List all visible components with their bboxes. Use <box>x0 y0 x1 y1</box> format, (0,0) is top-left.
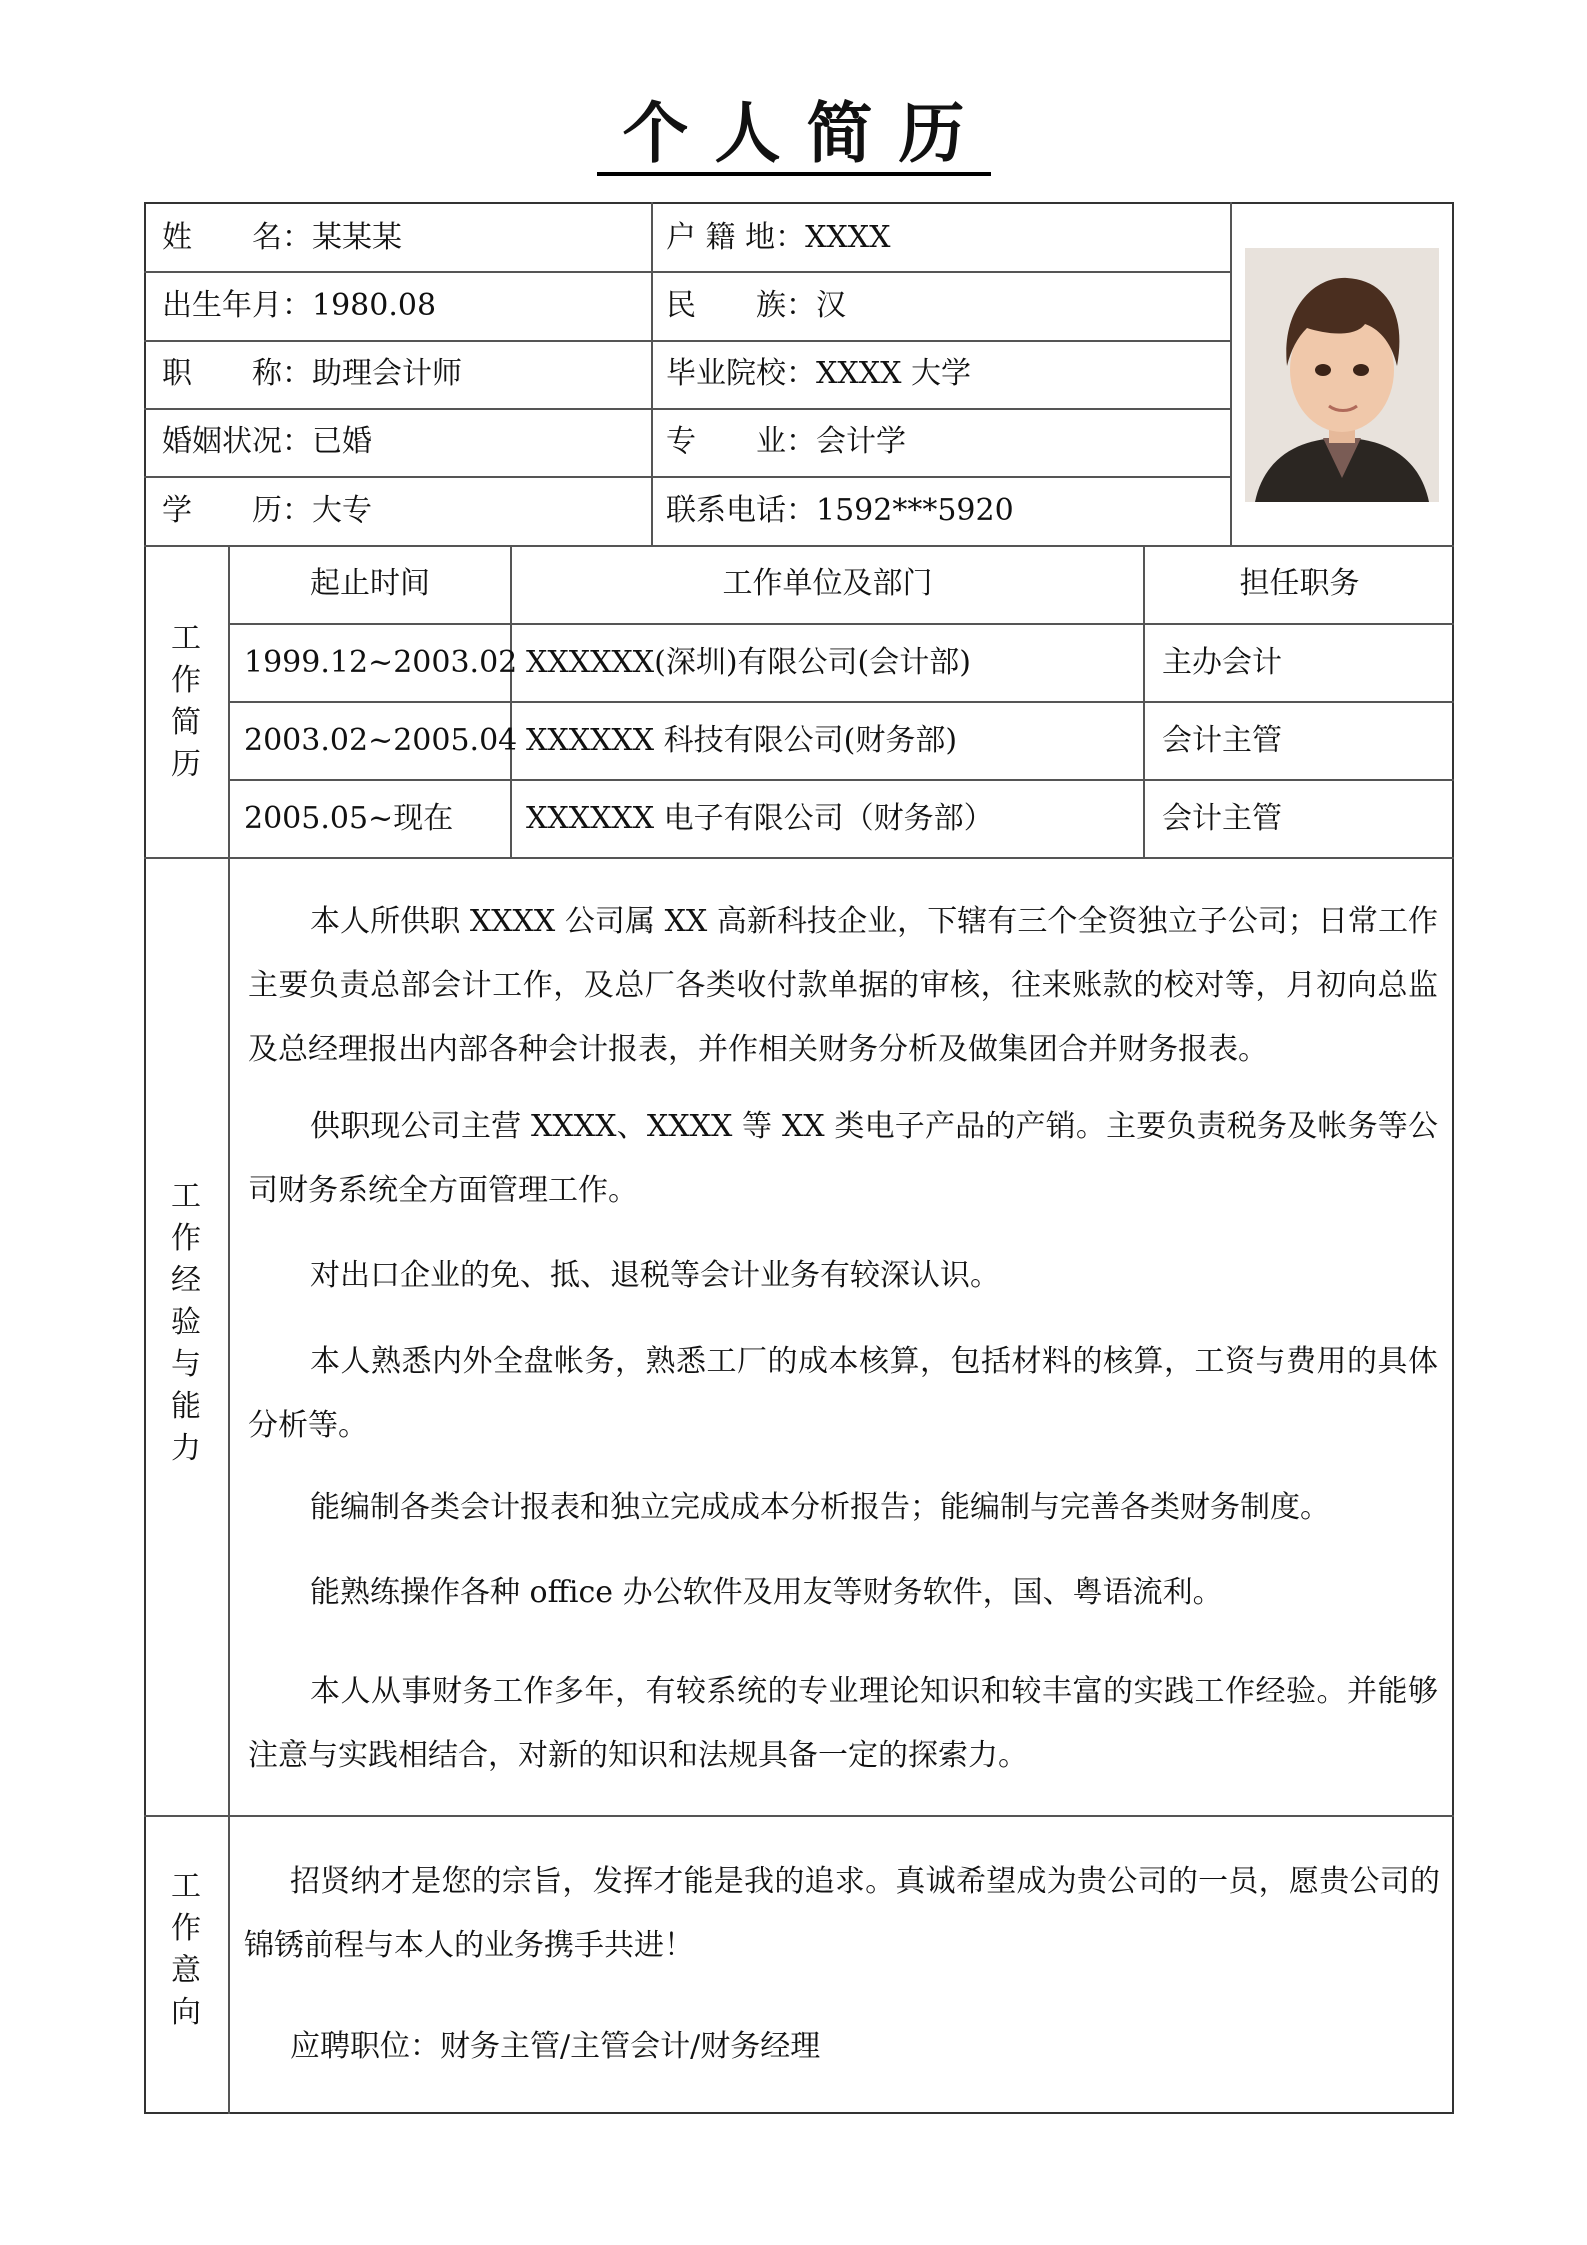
desired-position: 应聘职位：财务主管/主管会计/财务经理 <box>290 2029 821 2064</box>
experience-label: 工 作 经 验 与 能 力 <box>171 1179 201 1466</box>
header-position: 担任职务 <box>1239 566 1360 601</box>
info-name: 姓 名：某某某 <box>162 220 402 255</box>
intention-label: 工 作 意 向 <box>171 1869 201 2030</box>
table-row: 1999.12~2003.02 <box>244 645 518 680</box>
info-hometown: 户 籍 地：XXXX <box>666 220 891 255</box>
table-row-company: XXXXXX(深圳)有限公司(会计部) <box>526 645 971 680</box>
info-phone: 联系电话：1592***5920 <box>666 493 1014 528</box>
info-school: 毕业院校：XXXX 大学 <box>666 356 971 391</box>
info-major: 专 业：会计学 <box>666 424 906 459</box>
experience-paragraph-2: 供职现公司主营 XXXX、XXXX 等 XX 类电子产品的产销。主要负责税务及帐务等公司财务系统全方面管理工作。 <box>248 1109 1438 1208</box>
page-title: 个人简历 <box>0 88 1587 178</box>
child-portrait-icon <box>1245 248 1439 502</box>
info-ethnicity: 民 族：汉 <box>666 288 846 323</box>
experience-paragraph-4: 本人熟悉内外全盘帐务，熟悉工厂的成本核算，包括材料的核算，工资与费用的具体分析等。 <box>248 1344 1438 1443</box>
profile-photo <box>1245 248 1439 502</box>
experience-paragraph-7: 本人从事财务工作多年，有较系统的专业理论知识和较丰富的实践工作经验。并能够注意与实践相结合，对新的知识和法规具备一定的探索力。 <box>248 1674 1438 1773</box>
table-row: 2005.05~现在 <box>244 801 454 836</box>
info-birth: 出生年月：1980.08 <box>162 288 437 323</box>
table-row-position: 主办会计 <box>1162 645 1282 680</box>
experience-paragraph-5: 能编制各类会计报表和独立完成成本分析报告；能编制与完善各类财务制度。 <box>310 1490 1330 1525</box>
header-period: 起止时间 <box>310 566 430 601</box>
intention-paragraph: 招贤纳才是您的宗旨，发挥才能是我的追求。真诚希望成为贵公司的一员，愿贵公司的锦锈前程与本人的业务携手共进！ <box>244 1864 1440 1963</box>
info-title: 职 称：助理会计师 <box>162 356 462 391</box>
experience-paragraph-6: 能熟练操作各种 office 办公软件及用友等财务软件，国、粤语流利。 <box>310 1575 1223 1610</box>
table-row-company: XXXXXX 电子有限公司（财务部） <box>526 801 994 836</box>
table-row-position: 会计主管 <box>1162 801 1282 836</box>
table-row: 2003.02~2005.04 <box>244 723 518 758</box>
header-company: 工作单位及部门 <box>722 566 933 601</box>
table-row-company: XXXXXX 科技有限公司(财务部) <box>526 723 958 758</box>
info-marital: 婚姻状况：已婚 <box>162 424 372 459</box>
table-row-position: 会计主管 <box>1162 723 1282 758</box>
experience-paragraph-3: 对出口企业的免、抵、退税等会计业务有较深认识。 <box>310 1258 1000 1293</box>
work-history-label: 工 作 简 历 <box>171 621 201 782</box>
info-education: 学 历：大专 <box>162 493 372 528</box>
experience-paragraph-1: 本人所供职 XXXX 公司属 XX 高新科技企业，下辖有三个全资独立子公司；日常工作主要负责总部会计工作，及总厂各类收付款单据的审核，往来账款的校对等，月初向总监及总经理报出内部各种会计报表，并作相关财务分析及做集团合并财务报表。 <box>248 904 1438 1067</box>
